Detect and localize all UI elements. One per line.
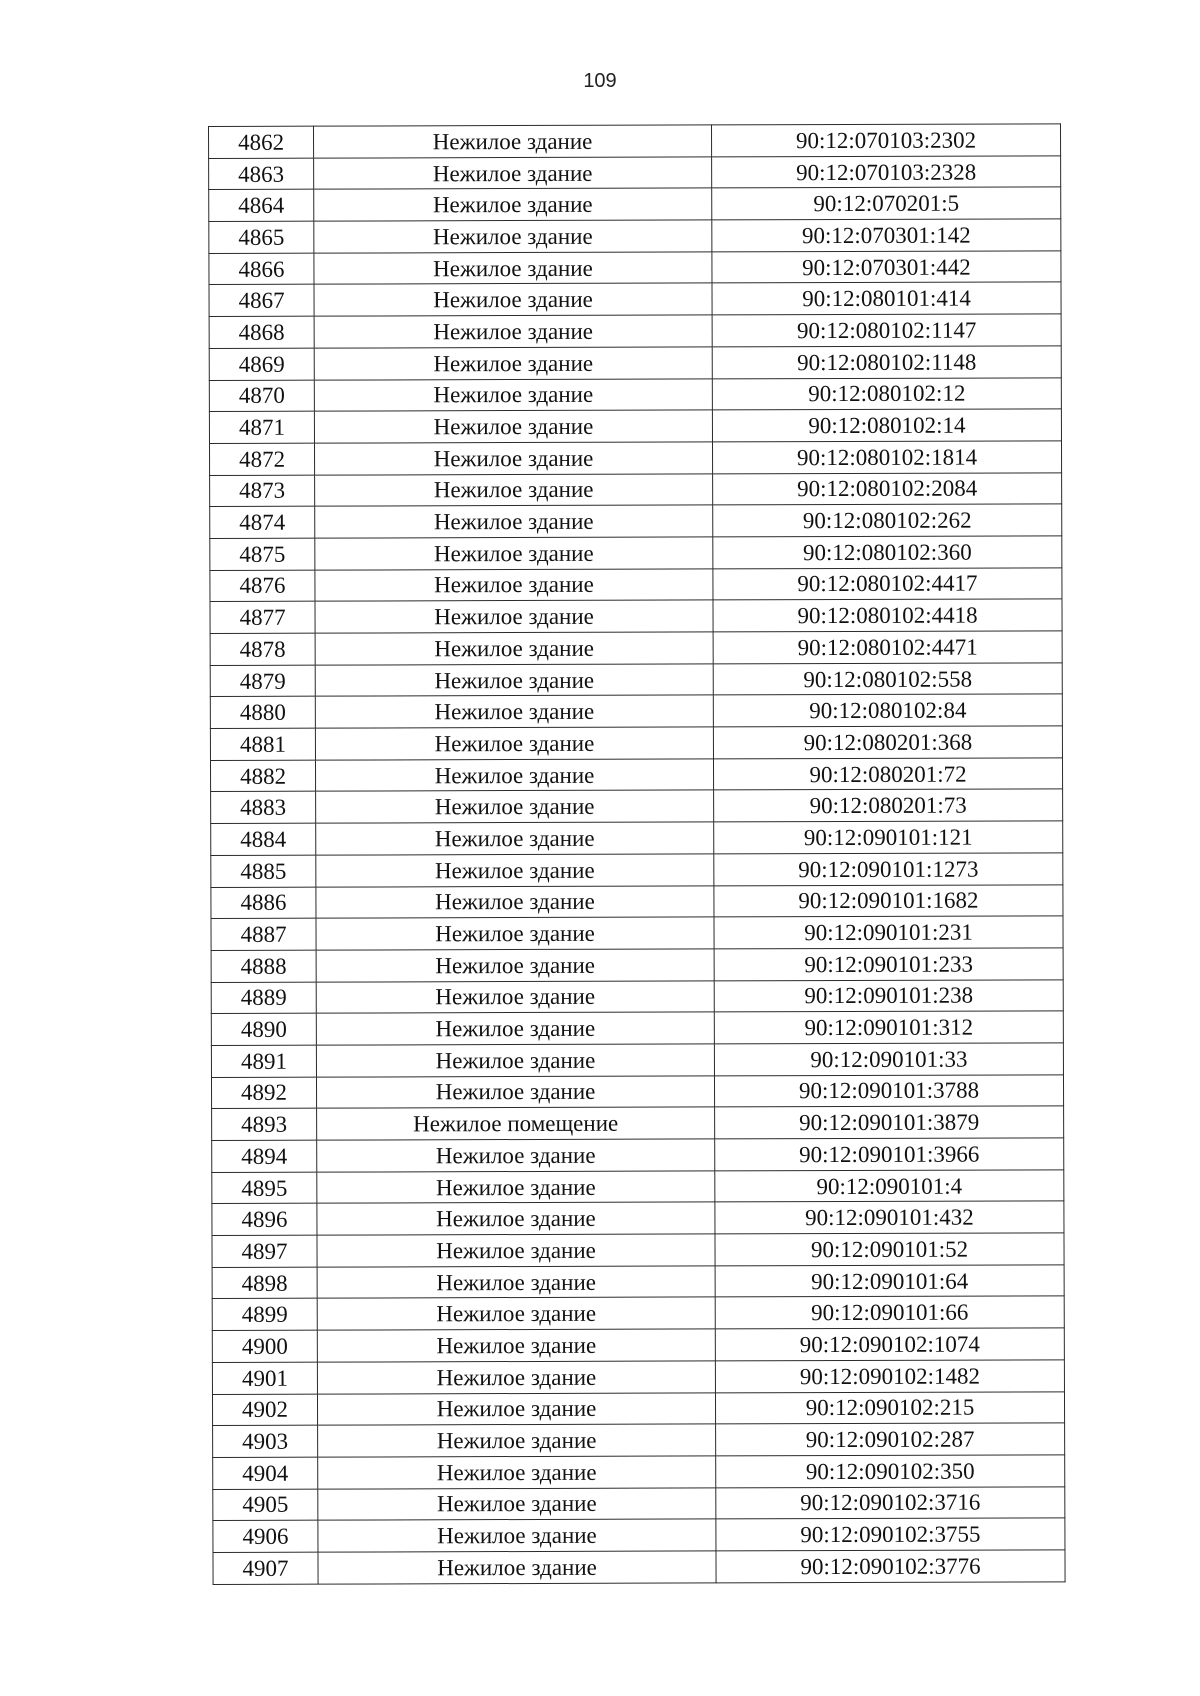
cadastral-number-cell: 90:12:090101:238 — [714, 979, 1063, 1012]
table-row — [210, 536, 1062, 570]
row-number-cell: 4886 — [211, 887, 316, 919]
row-number-cell: 4894 — [212, 1140, 317, 1172]
row-number-cell: 4878 — [210, 633, 315, 665]
object-type-cell: Нежилое здание — [317, 1171, 715, 1204]
row-number-cell: 4875 — [210, 538, 315, 570]
cadastral-number-cell: 90:12:090102:3716 — [716, 1486, 1065, 1519]
object-type-cell: Нежилое здание — [317, 1329, 715, 1362]
row-number-cell: 4879 — [210, 665, 315, 697]
cadastral-number-cell: 90:12:080102:4417 — [713, 567, 1062, 600]
object-type-cell: Нежилое здание — [314, 188, 712, 221]
object-type-cell: Нежилое здание — [314, 252, 712, 285]
table-row — [211, 853, 1063, 887]
row-number-cell: 4880 — [210, 697, 315, 729]
cadastral-number-cell: 90:12:090101:121 — [714, 821, 1063, 854]
row-number-cell: 4864 — [209, 190, 314, 222]
row-number-cell: 4901 — [212, 1362, 317, 1394]
row-number-cell: 4903 — [213, 1425, 318, 1457]
table-row — [209, 377, 1061, 411]
cadastral-number-cell: 90:12:070201:5 — [712, 187, 1061, 220]
row-number-cell: 4877 — [210, 601, 315, 633]
cadastral-number-cell: 90:12:090101:3879 — [715, 1106, 1064, 1139]
row-number-cell: 4898 — [212, 1267, 317, 1299]
object-type-cell: Нежилое здание — [315, 632, 713, 665]
row-number-cell: 4868 — [209, 316, 314, 348]
table-row — [209, 409, 1061, 443]
cadastral-number-cell: 90:12:090102:287 — [716, 1423, 1065, 1456]
object-type-cell: Нежилое здание — [315, 664, 713, 697]
object-type-cell: Нежилое здание — [318, 1456, 716, 1489]
row-number-cell: 4904 — [213, 1457, 318, 1489]
cadastral-number-cell: 90:12:080102:84 — [713, 694, 1062, 727]
table-row — [210, 472, 1062, 506]
cadastral-number-cell: 90:12:080102:262 — [713, 504, 1062, 537]
object-type-cell: Нежилое здание — [316, 854, 714, 887]
table-row — [213, 1518, 1065, 1552]
row-number-cell: 4863 — [209, 158, 314, 190]
row-number-cell: 4888 — [211, 950, 316, 982]
object-type-cell: Нежилое здание — [314, 442, 712, 475]
cadastral-number-cell: 90:12:080201:73 — [714, 789, 1063, 822]
object-type-cell: Нежилое здание — [318, 1424, 716, 1457]
table-row — [209, 314, 1061, 348]
object-type-cell: Нежилое здание — [317, 1266, 715, 1299]
table-row — [210, 726, 1062, 760]
cadastral-number-cell: 90:12:090101:231 — [714, 916, 1063, 949]
table-row — [212, 1106, 1064, 1140]
object-type-cell: Нежилое здание — [315, 695, 713, 728]
table-row — [211, 1043, 1063, 1077]
cadastral-number-cell: 90:12:090101:3966 — [715, 1138, 1064, 1171]
object-type-cell: Нежилое здание — [317, 1139, 715, 1172]
table-row — [210, 599, 1062, 633]
table-row — [209, 124, 1061, 158]
table-row — [211, 979, 1063, 1013]
cadastral-number-cell: 90:12:090101:432 — [715, 1201, 1064, 1234]
row-number-cell: 4870 — [209, 380, 314, 412]
row-number-cell: 4872 — [209, 443, 314, 475]
row-number-cell: 4874 — [210, 506, 315, 538]
row-number-cell: 4897 — [212, 1235, 317, 1267]
row-number-cell: 4902 — [212, 1394, 317, 1426]
cadastral-number-cell: 90:12:080101:414 — [712, 282, 1061, 315]
cadastral-number-cell: 90:12:090102:215 — [715, 1391, 1064, 1424]
cadastral-number-cell: 90:12:090101:1273 — [714, 853, 1063, 886]
cadastral-number-cell: 90:12:090101:4 — [715, 1170, 1064, 1203]
object-type-cell: Нежилое здание — [315, 537, 713, 570]
row-number-cell: 4896 — [212, 1204, 317, 1236]
table-row — [209, 441, 1061, 475]
table-row — [212, 1170, 1064, 1204]
cadastral-number-cell: 90:12:080102:1148 — [712, 346, 1061, 379]
object-type-cell: Нежилое здание — [316, 822, 714, 855]
table-row — [211, 1074, 1063, 1108]
table-row — [209, 219, 1061, 253]
table-row — [209, 187, 1061, 221]
table-row — [210, 567, 1062, 601]
cadastral-number-cell: 90:12:080102:14 — [712, 409, 1061, 442]
object-type-cell: Нежилое здание — [316, 885, 714, 918]
cadastral-number-cell: 90:12:090101:1682 — [714, 884, 1063, 917]
table-row — [211, 789, 1063, 823]
table-row — [210, 504, 1062, 538]
object-type-cell: Нежилое здание — [314, 410, 712, 443]
row-number-cell: 4893 — [212, 1108, 317, 1140]
row-number-cell: 4895 — [212, 1172, 317, 1204]
table-row — [211, 948, 1063, 982]
object-type-cell: Нежилое здание — [317, 1202, 715, 1235]
row-number-cell: 4884 — [211, 823, 316, 855]
object-type-cell: Нежилое здание — [316, 917, 714, 950]
row-number-cell: 4899 — [212, 1299, 317, 1331]
table-row — [209, 251, 1061, 285]
cadastral-number-cell: 90:12:090102:3755 — [716, 1518, 1065, 1551]
cadastral-number-cell: 90:12:090101:233 — [714, 948, 1063, 981]
row-number-cell: 4885 — [211, 855, 316, 887]
cadastral-number-cell: 90:12:080102:360 — [713, 536, 1062, 569]
table-row — [213, 1455, 1065, 1489]
cadastral-number-cell: 90:12:090102:1482 — [715, 1360, 1064, 1393]
object-type-cell: Нежилое помещение — [317, 1107, 715, 1140]
table-row — [210, 694, 1062, 728]
cadastral-number-cell: 90:12:080201:368 — [713, 726, 1062, 759]
object-type-cell: Нежилое здание — [318, 1487, 716, 1520]
object-type-cell: Нежилое здание — [314, 283, 712, 316]
object-type-cell: Нежилое здание — [314, 125, 712, 158]
row-number-cell: 4900 — [212, 1330, 317, 1362]
row-number-cell: 4862 — [209, 126, 314, 158]
cadastral-number-cell: 90:12:090102:1074 — [715, 1328, 1064, 1361]
cadastral-number-cell: 90:12:080102:4471 — [713, 631, 1062, 664]
cadastral-number-cell: 90:12:080102:4418 — [713, 599, 1062, 632]
table-row — [212, 1265, 1064, 1299]
object-type-cell: Нежилое здание — [318, 1519, 716, 1552]
object-type-cell: Нежилое здание — [317, 1392, 715, 1425]
table-row — [213, 1550, 1065, 1584]
object-type-cell: Нежилое здание — [316, 1044, 714, 1077]
object-type-cell: Нежилое здание — [316, 980, 714, 1013]
object-type-cell: Нежилое здание — [317, 1361, 715, 1394]
row-number-cell: 4891 — [211, 1045, 316, 1077]
object-type-cell: Нежилое здание — [314, 157, 712, 190]
cadastral-number-cell: 90:12:090101:33 — [714, 1043, 1063, 1076]
cadastral-number-cell: 90:12:090101:3788 — [714, 1074, 1063, 1107]
table-row — [211, 821, 1063, 855]
object-type-cell: Нежилое здание — [318, 1551, 716, 1584]
registry-table — [208, 123, 1066, 1584]
object-type-cell: Нежилое здание — [315, 600, 713, 633]
table-row — [210, 663, 1062, 697]
table-row — [213, 1423, 1065, 1457]
table-body — [209, 124, 1066, 1584]
row-number-cell: 4883 — [211, 792, 316, 824]
object-type-cell: Нежилое здание — [316, 1012, 714, 1045]
object-type-cell: Нежилое здание — [316, 790, 714, 823]
cadastral-number-cell: 90:12:090102:3776 — [716, 1550, 1065, 1583]
cadastral-number-cell: 90:12:070103:2302 — [711, 124, 1060, 157]
row-number-cell: 4881 — [210, 728, 315, 760]
cadastral-number-cell: 90:12:090101:64 — [715, 1265, 1064, 1298]
row-number-cell: 4887 — [211, 918, 316, 950]
cadastral-number-cell: 90:12:080102:1814 — [712, 441, 1061, 474]
table-row — [209, 346, 1061, 380]
row-number-cell: 4867 — [209, 285, 314, 317]
object-type-cell: Нежилое здание — [315, 505, 713, 538]
row-number-cell: 4892 — [211, 1077, 316, 1109]
object-type-cell: Нежилое здание — [317, 1297, 715, 1330]
object-type-cell: Нежилое здание — [314, 315, 712, 348]
table-row — [210, 631, 1062, 665]
cadastral-number-cell: 90:12:080102:1147 — [712, 314, 1061, 347]
object-type-cell: Нежилое здание — [315, 759, 713, 792]
table-row — [209, 282, 1061, 316]
page-number: 109 — [583, 70, 617, 92]
cadastral-number-cell: 90:12:070301:142 — [712, 219, 1061, 252]
object-type-cell: Нежилое здание — [314, 220, 712, 253]
table-row — [212, 1360, 1064, 1394]
row-number-cell: 4882 — [210, 760, 315, 792]
table-row — [212, 1138, 1064, 1172]
table-row — [211, 916, 1063, 950]
cadastral-number-cell: 90:12:070301:442 — [712, 251, 1061, 284]
table-row — [212, 1391, 1064, 1425]
cadastral-number-cell: 90:12:080102:12 — [712, 377, 1061, 410]
table-row — [212, 1328, 1064, 1362]
row-number-cell: 4905 — [213, 1489, 318, 1521]
object-type-cell: Нежилое здание — [316, 1076, 714, 1109]
cadastral-number-cell: 90:12:080201:72 — [713, 758, 1062, 791]
cadastral-number-cell: 90:12:070103:2328 — [712, 156, 1061, 189]
row-number-cell: 4889 — [211, 982, 316, 1014]
cadastral-number-cell: 90:12:090101:312 — [714, 1011, 1063, 1044]
object-type-cell: Нежилое здание — [314, 347, 712, 380]
row-number-cell: 4865 — [209, 221, 314, 253]
cadastral-number-cell: 90:12:090101:52 — [715, 1233, 1064, 1266]
row-number-cell: 4873 — [210, 475, 315, 507]
table-row — [211, 884, 1063, 918]
table-row — [212, 1201, 1064, 1235]
object-type-cell: Нежилое здание — [314, 378, 712, 411]
cadastral-number-cell: 90:12:090102:350 — [716, 1455, 1065, 1488]
object-type-cell: Нежилое здание — [315, 569, 713, 602]
row-number-cell: 4876 — [210, 570, 315, 602]
object-type-cell: Нежилое здание — [316, 949, 714, 982]
cadastral-number-cell: 90:12:090101:66 — [715, 1296, 1064, 1329]
table-row — [210, 758, 1062, 792]
table-row — [213, 1486, 1065, 1520]
cadastral-number-cell: 90:12:080102:2084 — [713, 472, 1062, 505]
row-number-cell: 4866 — [209, 253, 314, 285]
object-type-cell: Нежилое здание — [317, 1234, 715, 1267]
row-number-cell: 4906 — [213, 1520, 318, 1552]
row-number-cell: 4890 — [211, 1013, 316, 1045]
table-row — [212, 1233, 1064, 1267]
object-type-cell: Нежилое здание — [315, 727, 713, 760]
table-row — [209, 156, 1061, 190]
row-number-cell: 4869 — [209, 348, 314, 380]
table-row — [211, 1011, 1063, 1045]
table-row — [212, 1296, 1064, 1330]
row-number-cell: 4907 — [213, 1552, 318, 1584]
cadastral-number-cell: 90:12:080102:558 — [713, 663, 1062, 696]
object-type-cell: Нежилое здание — [315, 473, 713, 506]
row-number-cell: 4871 — [209, 411, 314, 443]
